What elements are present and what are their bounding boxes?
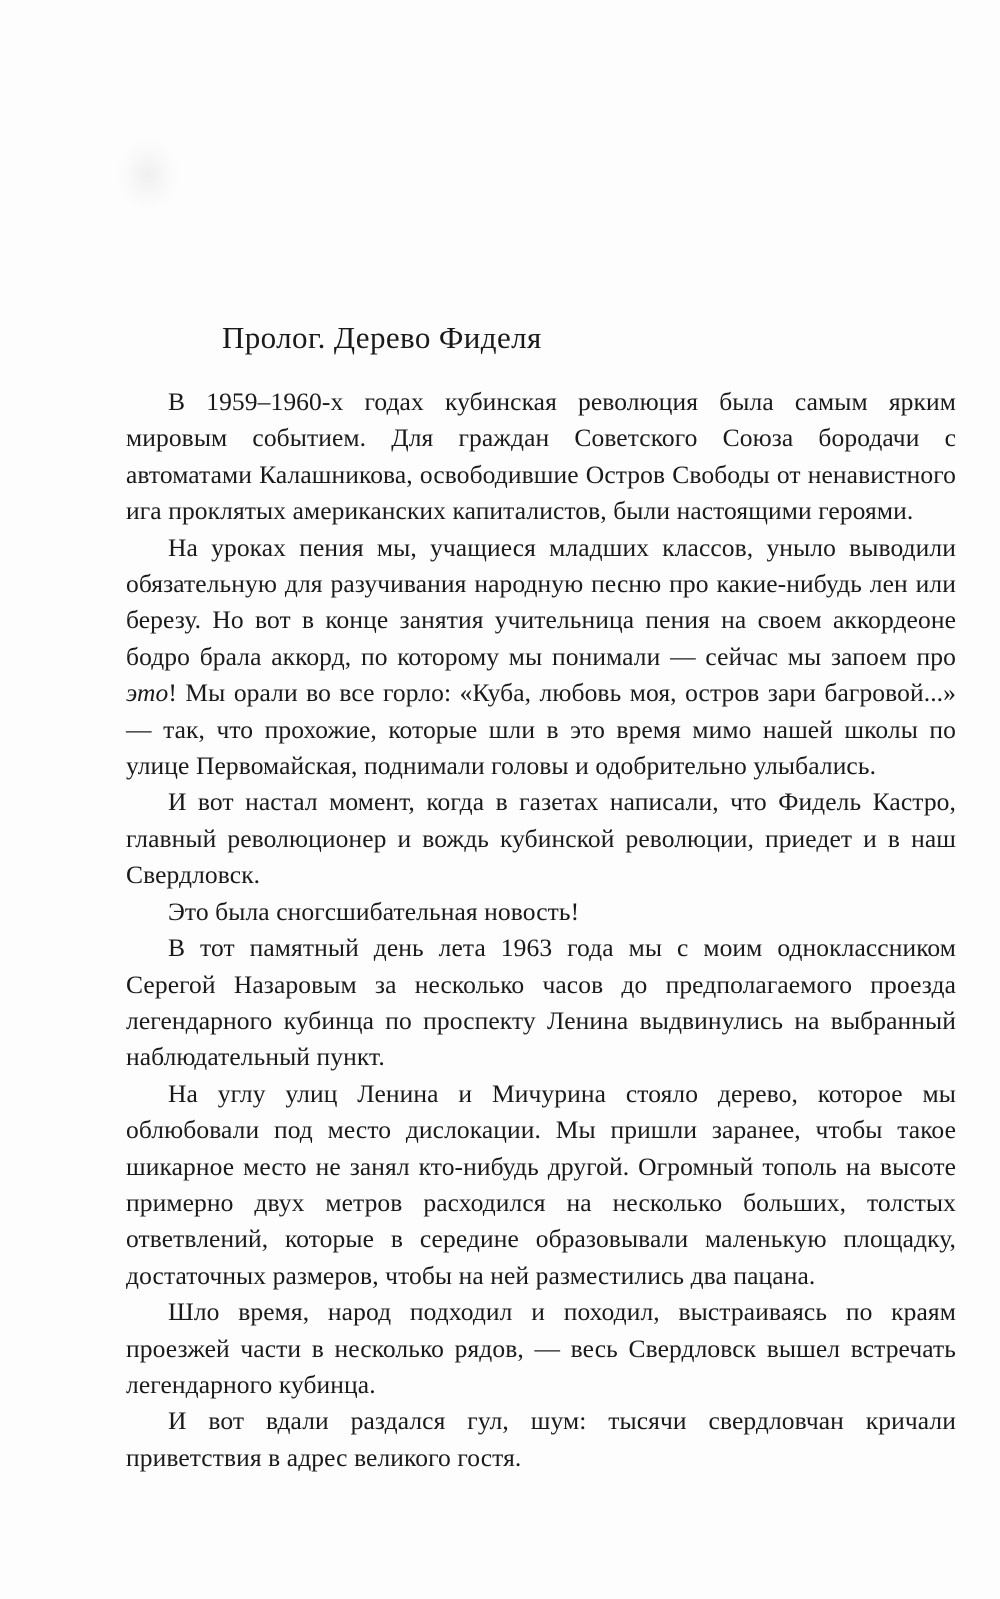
paragraph-7: Шло время, народ подходил и походил, выстраиваясь по краям проезжей части в несколько рядов, — весь Свердловск вышел встречать легендарного кубинца.: [126, 1297, 956, 1399]
paragraph-2-emphasis: это: [126, 678, 169, 708]
chapter-title: Пролог. Дерево Фиделя: [222, 320, 542, 355]
paragraph-4: Это была сногсшибательная новость!: [168, 896, 580, 926]
paragraph-2-text-before: На уроках пения мы, учащиеся младших классов, уныло выводили обязательную для разучивания народную песню про какие-нибудь лен или березу. Но вот в конце занятия учительница пения на своем аккордеоне бодро брала аккорд, по которому мы понимали — сейчас мы запоем про: [126, 532, 956, 671]
paragraph-5: В тот памятный день лета 1963 года мы с моим одноклассником Серегой Назаровым за несколько часов до предполагаемого проезда легендарного кубинца по проспекту Ленина выдвинулись на выбранный наблюдательный пункт.: [126, 933, 956, 1072]
text-block: [126, 318, 956, 1476]
paragraph-2: [126, 530, 956, 785]
paragraph-8: И вот вдали раздался гул, шум: тысячи свердловчан кричали приветствия в адрес великого гостя.: [126, 1406, 956, 1472]
paragraph-3: И вот настал момент, когда в газетах написали, что Фидель Кастро, главный революционер и вождь кубинской революции, приедет и в наш Свердловск.: [126, 787, 956, 890]
page-smudge: [118, 140, 178, 210]
paragraph-1: В 1959–1960-х годах кубинская революция была самым ярким мировым событием. Для граждан Советского Союза бородачи с автоматами Калашникова, освободившие Остров Свободы от ненавистного ига проклятых американских капиталистов, были настоящими героями.: [126, 387, 956, 526]
paragraph-2-text-after: ! Мы орали во все горло: «Куба, любовь моя, остров зари багровой...» — так, что прохожие, которые шли в это время мимо нашей школы по улице Первомайская, поднимали головы и одобрительно улыбались.: [126, 678, 956, 781]
paragraph-6: На углу улиц Ленина и Мичурина стояло дерево, которое мы облюбовали под место дислокации. Мы пришли заранее, чтобы такое шикарное место не занял кто-нибудь другой. Огромный тополь на высоте примерно двух метров расходился на несколько больших, толстых ответвлений, которые в середине образовывали маленькую площадку, достаточных размеров, чтобы на ней разместились два пацана.: [126, 1078, 956, 1290]
